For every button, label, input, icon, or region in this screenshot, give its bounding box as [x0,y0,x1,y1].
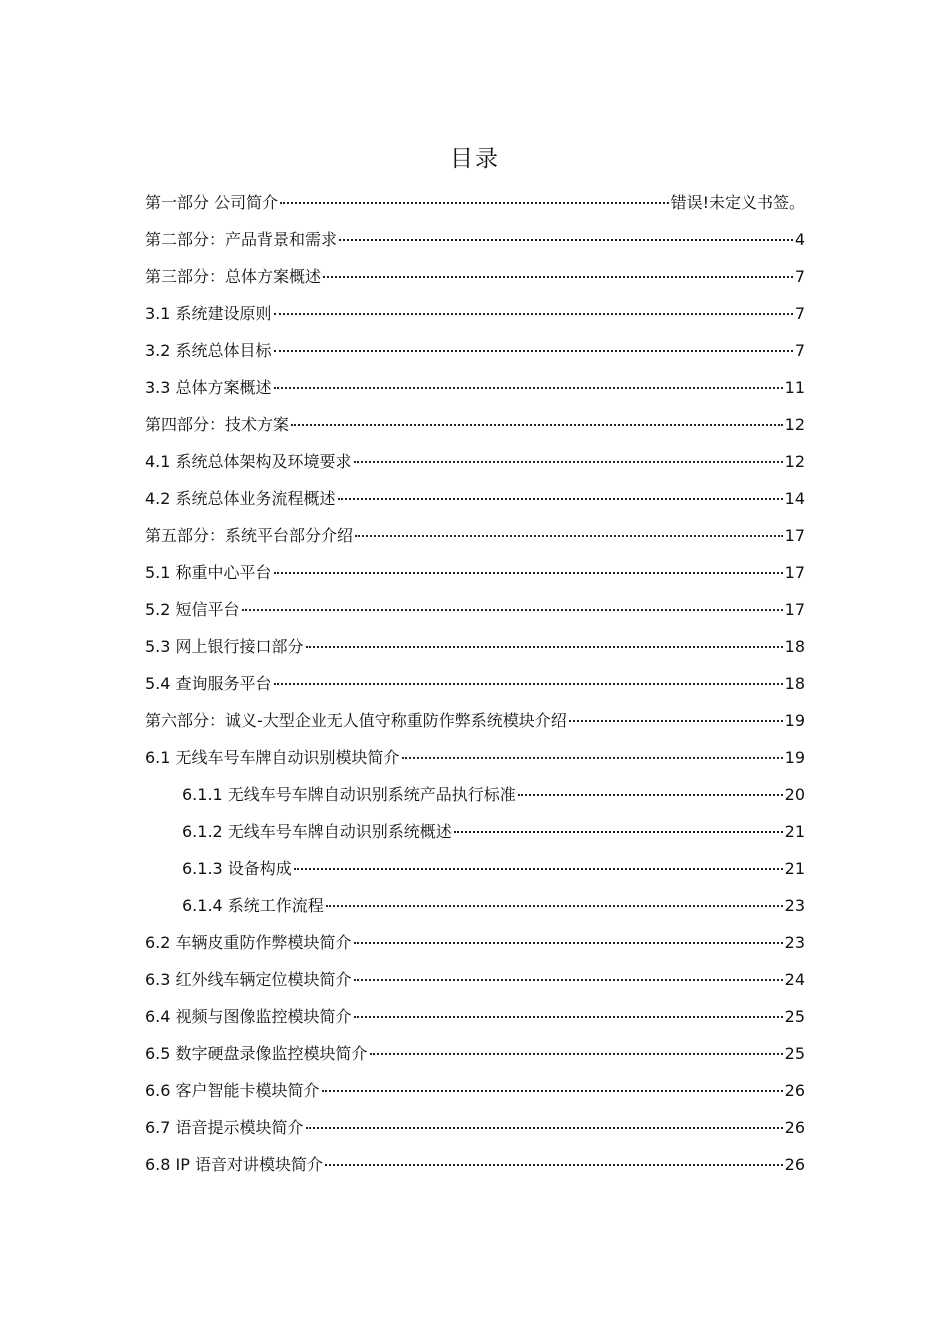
toc-entry[interactable] [145,930,805,967]
toc-entry-label: 5.2 短信平台 [145,600,240,619]
toc-entry-page: 18 [784,674,805,693]
dot-leader [323,276,793,278]
toc-entry-label: 第三部分：总体方案概述 [145,267,322,286]
toc-entry-page: 19 [784,748,805,767]
toc-entry-page: 21 [784,822,805,841]
toc-entry-page: 26 [784,1118,805,1137]
toc-entry[interactable] [145,1041,805,1078]
dot-leader [291,424,783,426]
toc-entry-page: 17 [784,600,805,619]
toc-entry-label: 3.3 总体方案概述 [145,378,272,397]
toc-entry-label: 6.1.2 无线车号车牌自动识别系统概述 [182,822,452,841]
toc-entry-page: 4 [794,230,805,249]
toc-entry[interactable] [145,671,805,708]
toc-entry[interactable] [145,264,805,301]
dot-leader [242,609,783,611]
toc-entry[interactable] [145,597,805,634]
dot-leader [294,868,783,870]
dot-leader [338,498,783,500]
dot-leader [354,942,783,944]
dot-leader [354,461,783,463]
toc-entry-label: 4.1 系统总体架构及环境要求 [145,452,352,471]
toc-entry-label: 3.1 系统建设原则 [145,304,272,323]
toc-entry[interactable] [145,1004,805,1041]
toc-entry[interactable] [145,1078,805,1115]
toc-entry-page: 26 [784,1081,805,1100]
toc-entry[interactable] [145,893,805,930]
toc-entry-label: 6.3 红外线车辆定位模块简介 [145,970,352,989]
toc-entry[interactable] [145,819,805,856]
dot-leader [355,535,783,537]
toc-entry[interactable] [145,967,805,1004]
dot-leader [280,202,668,204]
toc-entry-label: 5.1 称重中心平台 [145,563,272,582]
toc-entry-label: 6.1 无线车号车牌自动识别模块简介 [145,748,400,767]
dot-leader [274,350,793,352]
toc-entry[interactable] [145,745,805,782]
toc-entry[interactable] [145,301,805,338]
toc-entry[interactable] [145,782,805,819]
dot-leader [569,720,783,722]
toc-entry-page: 7 [794,341,805,360]
toc-title: 目录 [450,146,500,172]
toc-entry-label: 6.5 数字硬盘录像监控模块简介 [145,1044,368,1063]
dot-leader [339,239,793,241]
dot-leader [306,646,783,648]
toc-entry-page: 25 [784,1007,805,1026]
toc-entry-page: 23 [784,933,805,952]
toc-entry-page: 20 [784,785,805,804]
toc-entry-label: 第六部分：诚义-大型企业无人值守称重防作弊系统模块介绍 [145,711,567,730]
toc-entry-label: 6.8 IP 语音对讲模块简介 [145,1155,323,1174]
toc-entry-label: 6.6 客户智能卡模块简介 [145,1081,320,1100]
dot-leader [402,757,783,759]
toc-entry[interactable] [145,523,805,560]
toc-entry-page: 18 [784,637,805,656]
toc-entry[interactable] [145,486,805,523]
dot-leader [274,683,783,685]
dot-leader [454,831,783,833]
toc-entry-page: 12 [784,415,805,434]
toc-entry-page: 24 [784,970,805,989]
toc-entry-page: 17 [784,563,805,582]
toc-entry[interactable] [145,190,805,227]
toc-entry-page: 21 [784,859,805,878]
dot-leader [274,313,793,315]
toc-entry-label: 6.7 语音提示模块简介 [145,1118,304,1137]
toc-entry-label: 6.1.3 设备构成 [182,859,292,878]
toc-entry[interactable] [145,375,805,412]
toc-entry[interactable] [145,708,805,745]
toc-entry[interactable] [145,412,805,449]
toc-entry[interactable] [145,856,805,893]
toc-entry-label: 第二部分：产品背景和需求 [145,230,338,249]
toc-entry-label: 第四部分：技术方案 [145,415,290,434]
toc-entry[interactable] [145,560,805,597]
toc-entry-page: 25 [784,1044,805,1063]
toc-entry-label: 3.2 系统总体目标 [145,341,272,360]
toc-entry-label: 6.2 车辆皮重防作弊模块简介 [145,933,352,952]
dot-leader [325,1164,783,1166]
toc-entry-page: 14 [784,489,805,508]
dot-leader [274,572,783,574]
dot-leader [354,1016,783,1018]
toc-entry-page: 17 [784,526,805,545]
toc-entry-page: 7 [794,267,805,286]
dot-leader [354,979,783,981]
toc-entry[interactable] [145,1115,805,1152]
toc-entry[interactable] [145,338,805,375]
toc-entry-label: 6.4 视频与图像监控模块简介 [145,1007,352,1026]
toc-list [145,190,805,1189]
toc-entry-label: 第五部分：系统平台部分介绍 [145,526,354,545]
toc-entry-page: 23 [784,896,805,915]
toc-entry-label: 6.1.4 系统工作流程 [182,896,324,915]
toc-entry-label: 4.2 系统总体业务流程概述 [145,489,336,508]
toc-entry-label: 6.1.1 无线车号车牌自动识别系统产品执行标准 [182,785,516,804]
toc-entry-label: 5.4 查询服务平台 [145,674,272,693]
dot-leader [518,794,783,796]
dot-leader [326,905,783,907]
dot-leader [306,1127,783,1129]
toc-entry[interactable] [145,634,805,671]
toc-entry-page: 错误!未定义书签。 [670,193,805,212]
dot-leader [274,387,783,389]
dot-leader [370,1053,783,1055]
toc-entry-label: 第一部分 公司简介 [145,193,279,212]
toc-entry-page: 19 [784,711,805,730]
toc-entry-page: 12 [784,452,805,471]
dot-leader [322,1090,783,1092]
toc-entry[interactable] [145,227,805,264]
toc-entry-label: 5.3 网上银行接口部分 [145,637,304,656]
toc-entry-page: 26 [784,1155,805,1174]
toc-entry-page: 7 [794,304,805,323]
toc-entry[interactable] [145,449,805,486]
toc-entry-page: 11 [784,378,805,397]
toc-entry[interactable] [145,1152,805,1189]
